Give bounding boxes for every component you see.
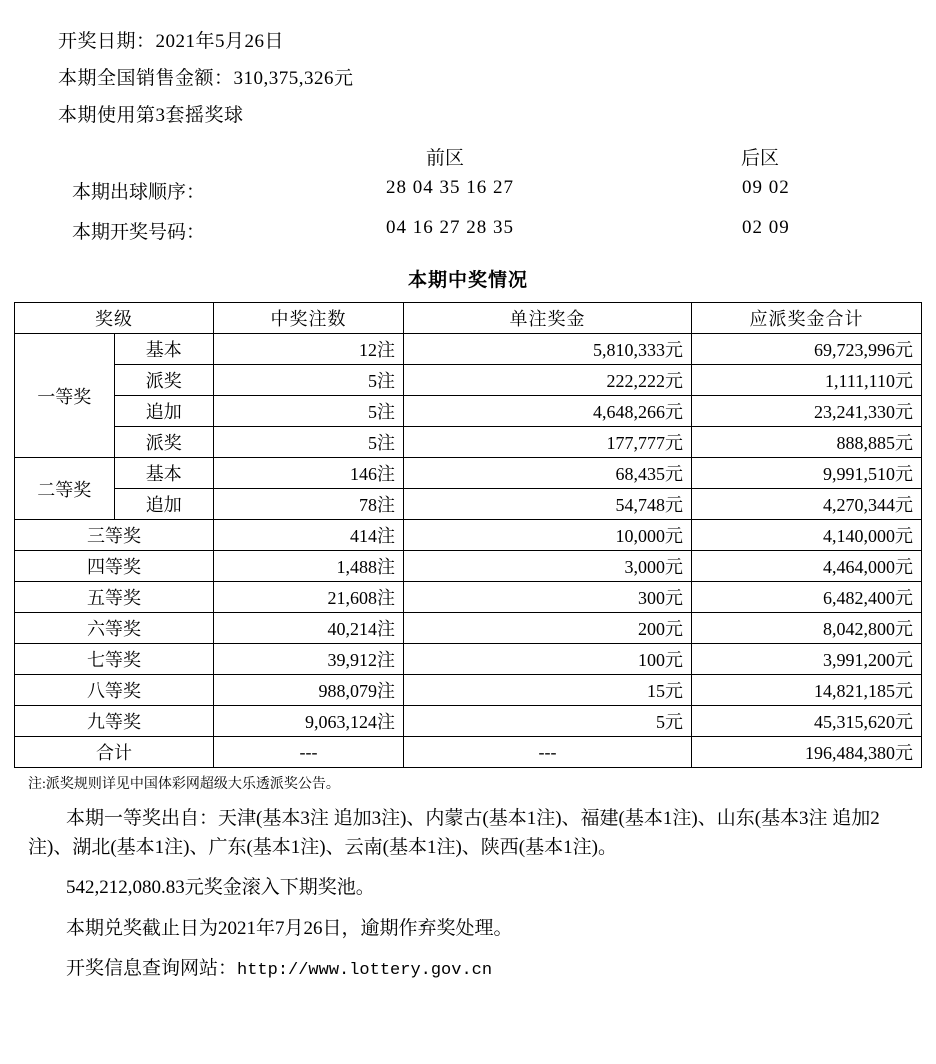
- ball-order-row: [14, 177, 922, 211]
- count-value: 9,063,124注: [214, 706, 404, 737]
- table-row: [15, 613, 922, 644]
- count-value: 146注: [214, 458, 404, 489]
- table-row: [15, 520, 922, 551]
- table-row: [15, 365, 922, 396]
- single-value: 5元: [404, 706, 692, 737]
- total-value: 8,042,800元: [692, 613, 922, 644]
- single-value: 300元: [404, 582, 692, 613]
- table-row: [15, 582, 922, 613]
- count-value: 12注: [214, 334, 404, 365]
- sub-label: 派奖: [114, 365, 214, 396]
- total-value: 888,885元: [692, 427, 922, 458]
- grade-label: 三等奖: [15, 520, 214, 551]
- zone-headers: [14, 143, 922, 173]
- single-value: 68,435元: [404, 458, 692, 489]
- table-row: [15, 427, 922, 458]
- table-row: [15, 334, 922, 365]
- grade-label: 七等奖: [15, 644, 214, 675]
- table-row: [15, 675, 922, 706]
- website-url[interactable]: http://www.lottery.gov.cn: [237, 961, 493, 980]
- table-row: [15, 551, 922, 582]
- grade-label: 二等奖: [15, 458, 115, 520]
- single-value: 200元: [404, 613, 692, 644]
- prize-table-title: 本期中奖情况: [407, 270, 528, 291]
- grade-label: 一等奖: [15, 334, 115, 458]
- count-value: 1,488注: [214, 551, 404, 582]
- sub-label: 追加: [114, 396, 214, 427]
- single-value: 222,222元: [404, 365, 692, 396]
- draw-date: 开奖日期：2021年5月26日: [58, 31, 285, 52]
- single-value: 100元: [404, 644, 692, 675]
- first-prize-origin: 本期一等奖出自：天津(基本3注 追加3注)、内蒙古(基本1注)、福建(基本1注)、山东(基本3注 追加2注)、湖北(基本1注)、广东(基本1注)、云南(基本1注)、陕西(基本1注)。: [28, 808, 880, 858]
- count-value: 39,912注: [214, 644, 404, 675]
- sub-label: 基本: [114, 458, 214, 489]
- total-value: 196,484,380元: [692, 737, 922, 768]
- total-value: 3,991,200元: [692, 644, 922, 675]
- total-value: 4,270,344元: [692, 489, 922, 520]
- ball-order-front: 28 04 35 16 27: [386, 177, 514, 198]
- website-line: [28, 955, 922, 984]
- col-header-total: 应派奖金合计: [692, 303, 922, 334]
- machine-set: 本期使用第3套摇奖球: [58, 105, 244, 126]
- winning-number-front: 04 16 27 28 35: [386, 217, 514, 238]
- claim-deadline: 本期兑奖截止日为2021年7月26日，逾期作弃奖处理。: [66, 917, 513, 939]
- count-value: 21,608注: [214, 582, 404, 613]
- count-value: ---: [214, 737, 404, 768]
- grade-label: 八等奖: [15, 675, 214, 706]
- single-value: 10,000元: [404, 520, 692, 551]
- grade-label: 六等奖: [15, 613, 214, 644]
- table-row: [15, 644, 922, 675]
- grade-label: 四等奖: [15, 551, 214, 582]
- rollover-amount: 542,212,080.83元奖金滚入下期奖池。: [66, 877, 375, 898]
- single-value: 54,748元: [404, 489, 692, 520]
- total-value: 4,464,000元: [692, 551, 922, 582]
- winning-number-row: [14, 217, 922, 251]
- table-row-total: [15, 737, 922, 768]
- prize-rule-note: 注:派奖规则详见中国体彩网超级大乐透派奖公告。: [28, 777, 340, 792]
- grade-label: 合计: [15, 737, 214, 768]
- single-value: 4,648,266元: [404, 396, 692, 427]
- col-header-grade: 奖级: [15, 303, 214, 334]
- count-value: 5注: [214, 427, 404, 458]
- count-value: 40,214注: [214, 613, 404, 644]
- total-value: 4,140,000元: [692, 520, 922, 551]
- single-value: 3,000元: [404, 551, 692, 582]
- back-zone-label: 后区: [741, 148, 780, 169]
- single-value: ---: [404, 737, 692, 768]
- col-header-count: 中奖注数: [214, 303, 404, 334]
- prize-table: [14, 302, 922, 768]
- sub-label: 派奖: [114, 427, 214, 458]
- table-row: [15, 396, 922, 427]
- sub-label: 基本: [114, 334, 214, 365]
- front-zone-label: 前区: [426, 148, 465, 169]
- total-value: 69,723,996元: [692, 334, 922, 365]
- total-value: 23,241,330元: [692, 396, 922, 427]
- count-value: 78注: [214, 489, 404, 520]
- total-value: 1,111,110元: [692, 365, 922, 396]
- grade-label: 九等奖: [15, 706, 214, 737]
- table-header-row: [15, 303, 922, 334]
- website-label: 开奖信息查询网站：: [66, 958, 238, 979]
- count-value: 414注: [214, 520, 404, 551]
- count-value: 5注: [214, 396, 404, 427]
- ball-order-back: 09 02: [742, 177, 790, 198]
- sales-amount: 本期全国销售金额：310,375,326元: [58, 68, 354, 89]
- ball-order-label: 本期出球顺序：: [72, 182, 206, 203]
- count-value: 5注: [214, 365, 404, 396]
- total-value: 45,315,620元: [692, 706, 922, 737]
- single-value: 15元: [404, 675, 692, 706]
- total-value: 9,991,510元: [692, 458, 922, 489]
- table-row: [15, 458, 922, 489]
- count-value: 988,079注: [214, 675, 404, 706]
- grade-label: 五等奖: [15, 582, 214, 613]
- table-row: [15, 706, 922, 737]
- winning-number-label: 本期开奖号码：: [72, 222, 206, 243]
- winning-number-back: 02 09: [742, 217, 790, 238]
- single-value: 177,777元: [404, 427, 692, 458]
- single-value: 5,810,333元: [404, 334, 692, 365]
- total-value: 6,482,400元: [692, 582, 922, 613]
- total-value: 14,821,185元: [692, 675, 922, 706]
- sub-label: 追加: [114, 489, 214, 520]
- table-row: [15, 489, 922, 520]
- col-header-single: 单注奖金: [404, 303, 692, 334]
